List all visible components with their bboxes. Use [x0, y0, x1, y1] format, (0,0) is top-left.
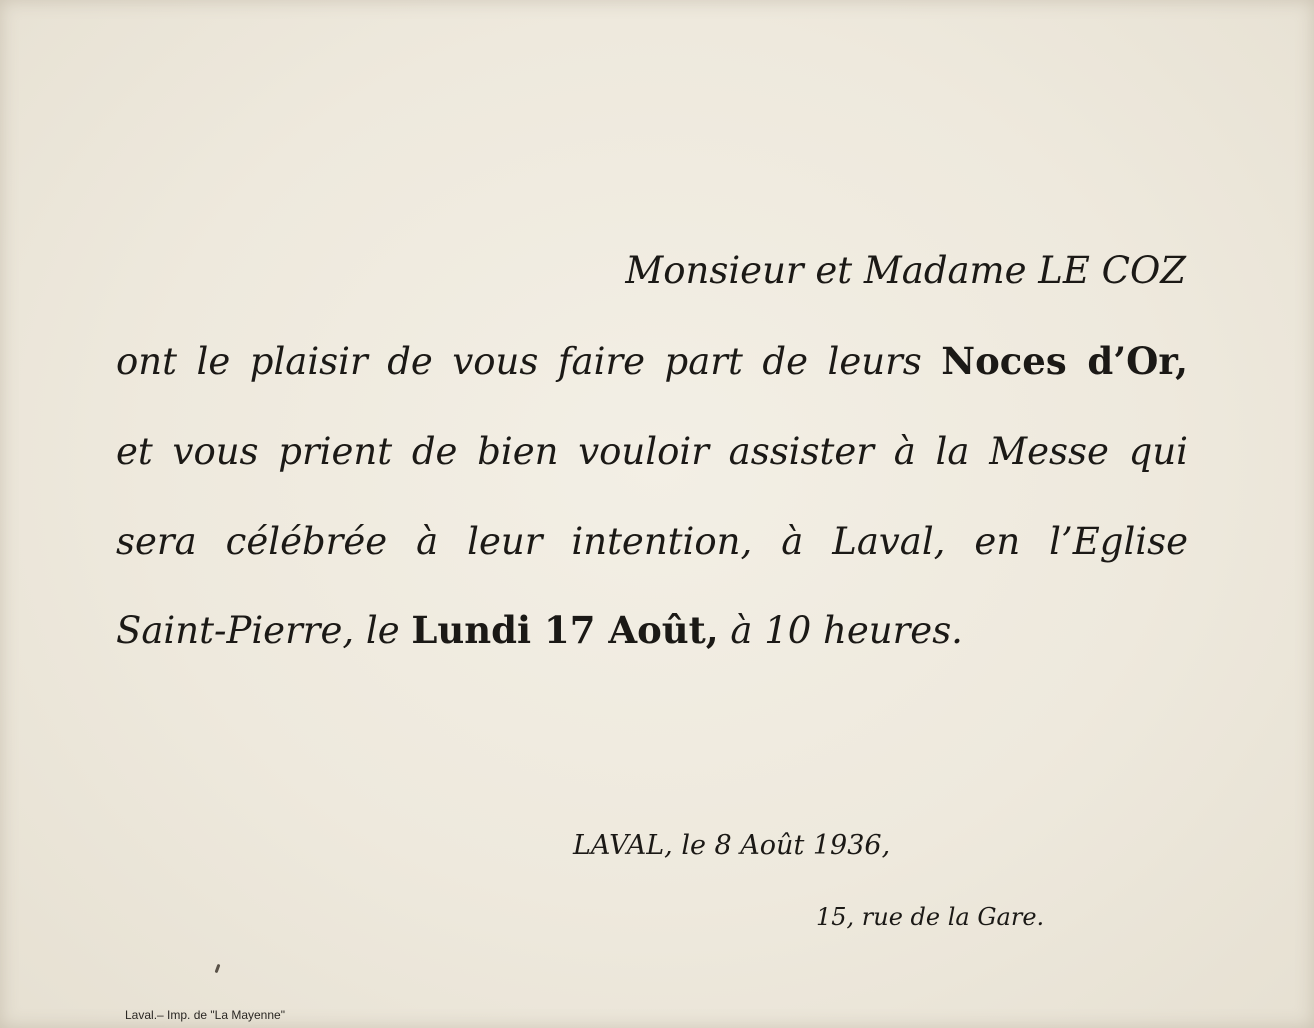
invitation-announcement-line: [116, 339, 1188, 383]
sender-address: 15, rue de la Gare.: [816, 903, 1045, 931]
letter-date: LAVAL, le 8 Août 1936,: [573, 830, 891, 861]
announcement-text: ont le plaisir de vous faire part de leurs: [116, 340, 942, 383]
invitation-date-line: [116, 608, 963, 652]
invitation-hosts-line: [514, 249, 1186, 292]
paper-speck: [215, 964, 221, 973]
request-text: et vous prient de bien vouloir assister à la Messe qui: [116, 430, 1188, 473]
hosts-text: Monsieur et Madame LE COZ: [625, 249, 1186, 292]
ceremony-date-emphasis: Lundi 17 Août,: [411, 608, 719, 652]
invitation-location-line: [116, 520, 1188, 563]
invitation-request-line: [116, 430, 1188, 473]
church-text: Saint-Pierre, le: [116, 609, 412, 652]
ceremony-time-text: à 10 heures.: [718, 609, 963, 652]
golden-wedding-emphasis: Noces d’Or,: [941, 339, 1188, 383]
printer-imprint: Laval.– Imp. de "La Mayenne": [125, 1008, 285, 1022]
location-text: sera célébrée à leur intention, à Laval, en l’Eglise: [116, 520, 1188, 563]
